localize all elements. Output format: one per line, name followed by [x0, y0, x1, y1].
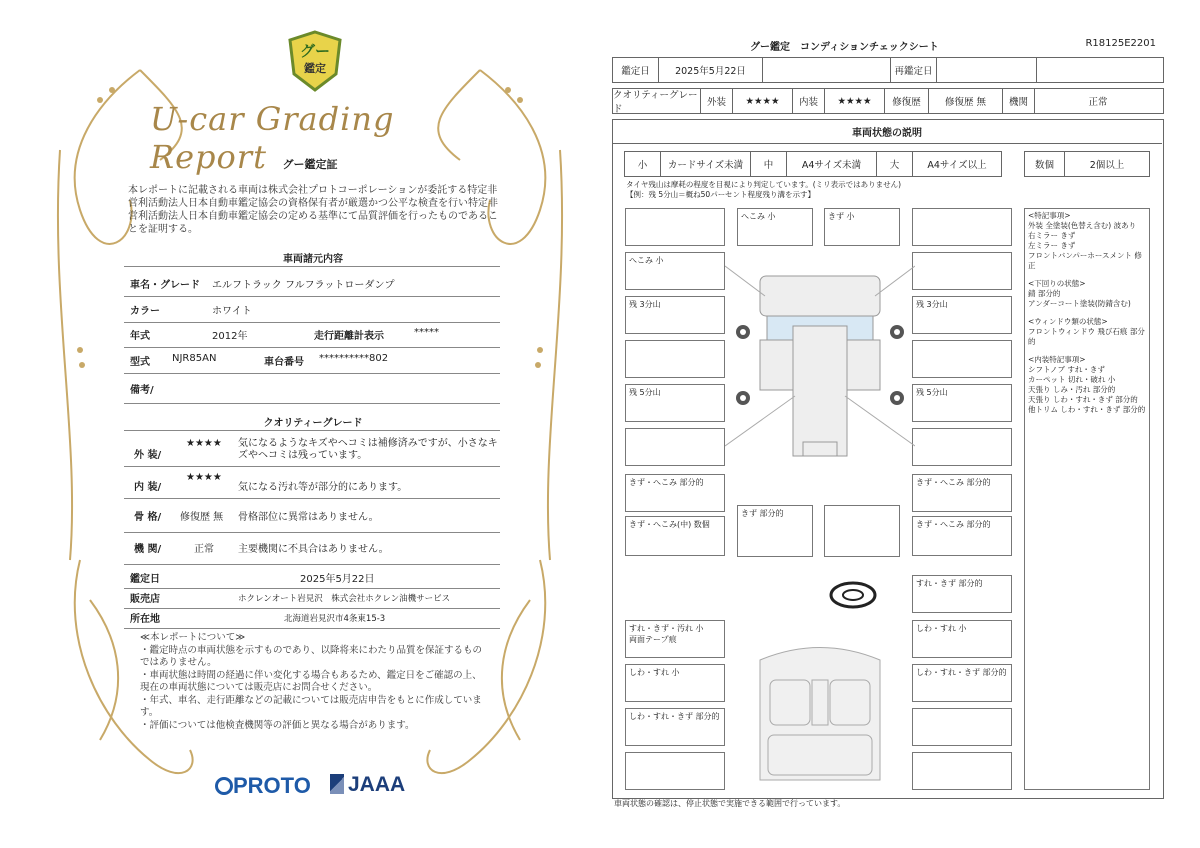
proto-mark-icon	[215, 777, 233, 795]
damage-box	[912, 252, 1012, 290]
address-label: 所在地	[130, 614, 160, 625]
damage-box: へこみ 小	[737, 208, 813, 246]
spec-title: 車両諸元内容	[283, 254, 343, 265]
tire-box: 残 3分山	[912, 296, 1012, 334]
note-line: フロントウィンドウ 飛び石痕 部分的	[1028, 327, 1145, 346]
year-row	[124, 327, 500, 348]
note-spacer	[1028, 309, 1146, 317]
report-title: U-car Grading Report	[150, 100, 395, 176]
ext-label: 外装	[701, 89, 733, 113]
date-value: 2025年5月22日	[659, 58, 763, 82]
note-item: ・鑑定時点の車両状態を示すものであり、以降将来にわたり品質を保証するものではありません。	[140, 644, 483, 668]
jaaa-logo: JAAA	[330, 773, 405, 797]
note-line: <ウィンドウ類の状態>	[1028, 317, 1108, 326]
grade-title: クオリティーグレード	[263, 418, 363, 429]
damage-box	[824, 505, 900, 557]
address-row	[124, 610, 500, 629]
cert-text: 本レポートに記載される車両は株式会社プロトコーポレーションが委託する特定非営利活動法人日本自動車鑑定協会の資格保有者が厳選かつ公平な検査を行い特定非営利活動法人日本自動車鑑定協会の定める基準にて品質評価を行ったものであることを証明する。	[128, 185, 498, 235]
grade-table	[612, 88, 1164, 114]
engine-value: 正常	[1088, 97, 1108, 108]
note-line: <内装特記事項>	[1028, 355, 1086, 364]
damage-box: きず・へこみ(中) 数個	[625, 516, 725, 556]
date-value: 2025年5月22日	[300, 574, 375, 585]
count-legend	[1024, 151, 1150, 177]
year-label: 年式	[130, 331, 150, 342]
truck-top-view-diagram	[725, 246, 915, 466]
ext-stars: ★★★★	[733, 89, 793, 113]
interior-stars: ★★★★	[186, 472, 222, 483]
tire-box: 残 5分山	[912, 384, 1012, 422]
tire-note-1: タイヤ残山は摩耗の程度を目視により判定しています。(ミリ表示ではありません)	[626, 180, 902, 189]
badge-line2: 鑑定	[304, 62, 326, 75]
color-row	[124, 302, 500, 323]
legend-large: 大	[877, 152, 913, 176]
engine-value: 正常	[194, 544, 214, 555]
legend-large-desc: A4サイズ以上	[927, 160, 987, 171]
interior-box-line: 両面テープ痕	[629, 635, 677, 644]
jaaa-mark-icon	[330, 774, 344, 794]
condition-title: 車両状態の説明	[612, 119, 1162, 144]
note-item: ・評価については他検査機関等の評価と異なる場合があります。	[140, 719, 415, 731]
note-line: アンダーコート塗装(防錆含む)	[1028, 299, 1131, 308]
engine-label: 機 関/	[134, 544, 162, 555]
note-line: 外装 全塗装(色替え含む) 波あり	[1028, 221, 1137, 230]
name-value: エルフトラック フルフラットローダンプ	[212, 280, 395, 291]
note-line: 天張り しわ・すれ・きず 部分的	[1028, 395, 1138, 404]
year-value: 2012年	[212, 331, 248, 342]
badge-line1: グー	[299, 42, 330, 60]
note-item: ・車両状態は時間の経過に伴い変化する場合もあるため、鑑定日をご確認の上、現在の車両状態については販売店にお問合せください。	[140, 669, 482, 693]
tire-note-2: 【例：残 5分山＝概ね50パーセント程度残り溝を示す】	[626, 190, 816, 199]
interior-box: しわ・すれ 小	[625, 664, 725, 702]
footer-note: 車両状態の確認は、停止状態で実施できる範囲で行っています。	[614, 799, 846, 808]
date-label: 鑑定日	[130, 574, 160, 585]
engine-desc: 主要機関に不具合はありません。	[238, 544, 389, 555]
mileage-label: 走行距離計表示	[314, 331, 384, 342]
tire-box: 残 3分山	[625, 296, 725, 334]
damage-box: きず・へこみ 部分的	[625, 474, 725, 512]
int-label: 内装	[793, 89, 825, 113]
legend-small: 小	[625, 152, 661, 176]
note-line: <下回りの状態>	[1028, 279, 1086, 288]
count-label: 数個	[1025, 152, 1065, 176]
steering-wheel-icon	[828, 580, 878, 610]
legend-medium: 中	[751, 152, 787, 176]
remarks-label: 備考/	[130, 385, 154, 396]
repair-label: 修復歴	[885, 89, 929, 113]
frame-row	[124, 508, 500, 533]
note-line: <特記事項>	[1028, 211, 1071, 220]
name-label: 車名・グレード	[130, 280, 200, 291]
damage-box	[912, 208, 1012, 246]
damage-box: すれ・きず 部分的	[912, 575, 1012, 613]
exterior-row	[124, 438, 500, 467]
interior-diagram	[750, 640, 890, 790]
damage-box: きず・へこみ 部分的	[912, 474, 1012, 512]
damage-box: へこみ 小	[625, 252, 725, 290]
tire-box: 残 5分山	[625, 384, 725, 422]
divider	[124, 430, 500, 431]
dealer-label: 販売店	[130, 594, 160, 605]
exterior-label: 外 装/	[134, 450, 162, 461]
interior-box-line: すれ・きず・汚れ 小	[629, 624, 704, 633]
proto-logo: PROTO	[215, 773, 311, 799]
cert-title: グー鑑定証	[282, 158, 338, 171]
int-stars: ★★★★	[825, 89, 885, 113]
date-label: 鑑定日	[613, 58, 659, 82]
repair-value: 修復歴 無	[929, 89, 1003, 113]
exterior-desc: 気になるようなキズやヘコミは補修済みですが、小さなキズやヘコミは残っています。	[238, 438, 498, 461]
goo-badge	[288, 30, 342, 92]
model-label: 型式	[130, 357, 150, 368]
mileage-value: *****	[414, 327, 439, 338]
interior-box: しわ・すれ・きず 部分的	[625, 708, 725, 746]
damage-box: きず 小	[824, 208, 900, 246]
interior-box: しわ・すれ 小	[912, 620, 1012, 658]
model-value: NJR85AN	[172, 353, 217, 364]
dealer-value: ホクレンオート岩見沢 株式会社ホクレン油機サービス	[238, 594, 451, 604]
reinspect-value	[937, 58, 1037, 82]
date-row	[124, 570, 500, 589]
damage-box	[625, 428, 725, 466]
sheet-code: R18125E2201	[1085, 38, 1156, 49]
divider	[124, 266, 500, 267]
interior-desc: 気になる汚れ等が部分的にあります。	[238, 482, 408, 493]
note-spacer	[1028, 347, 1146, 355]
frame-desc: 骨格部位に異常はありません。	[238, 512, 379, 523]
interior-label: 内 装/	[134, 482, 162, 493]
address-value: 北海道岩見沢市4条東15-3	[284, 614, 386, 624]
note-line: 左ミラー きず	[1028, 241, 1076, 250]
remarks-row	[124, 381, 500, 404]
damage-box	[912, 340, 1012, 378]
color-label: カラー	[130, 306, 160, 317]
name-row	[124, 276, 500, 297]
damage-box: きず・へこみ 部分的	[912, 516, 1012, 556]
count-value: 2個以上	[1089, 160, 1125, 171]
frame-label: 骨 格/	[134, 512, 162, 523]
interior-box	[625, 752, 725, 790]
note-line: フロントバンパーホースメント 修正	[1028, 251, 1142, 270]
note-line: カーペット 切れ・破れ 小	[1028, 375, 1116, 384]
color-value: ホワイト	[212, 306, 252, 317]
damage-box	[912, 428, 1012, 466]
legend-small-desc: カードサイズ未満	[661, 152, 751, 176]
frame-value: 修復歴 無	[180, 512, 224, 523]
interior-box	[625, 620, 725, 658]
note-line: シフトノブ すれ・きず	[1028, 365, 1105, 374]
damage-box: きず 部分的	[737, 505, 813, 557]
note-spacer	[1028, 271, 1146, 279]
legend-medium-desc: A4サイズ未満	[787, 152, 877, 176]
exterior-stars: ★★★★	[186, 438, 222, 449]
special-notes	[1024, 208, 1150, 790]
engine-label: 機関	[1003, 89, 1035, 113]
empty-cell	[763, 58, 891, 82]
engine-row	[124, 540, 500, 565]
sheet-title: グー鑑定 コンディションチェックシート	[750, 42, 939, 53]
interior-row	[124, 472, 500, 499]
note-line: 右ミラー きず	[1028, 231, 1076, 240]
reinspect-label: 再鑑定日	[891, 58, 937, 82]
interior-box: しわ・すれ・きず 部分的	[912, 664, 1012, 702]
grade-label: クオリティーグレード	[613, 89, 701, 113]
notes-title: ≪本レポートについて≫	[140, 632, 246, 643]
note-line: 他トリム しわ・すれ・きず 部分的	[1028, 405, 1146, 414]
condition-sheet-page	[600, 0, 1200, 848]
chassis-label: 車台番号	[264, 357, 304, 368]
damage-box	[625, 340, 725, 378]
interior-box	[912, 708, 1012, 746]
damage-box	[625, 208, 725, 246]
note-line: 天張り しみ・汚れ 部分的	[1028, 385, 1116, 394]
note-line: 錆 部分的	[1028, 289, 1061, 298]
dealer-row	[124, 590, 500, 609]
date-table	[612, 57, 1164, 83]
note-item: ・年式、車名、走行距離などの記載については販売店申告をもとに作成しています。	[140, 694, 482, 718]
model-row	[124, 353, 500, 374]
report-notes	[140, 632, 490, 732]
size-legend	[624, 151, 1002, 177]
chassis-value: **********802	[319, 353, 389, 364]
interior-box	[912, 752, 1012, 790]
